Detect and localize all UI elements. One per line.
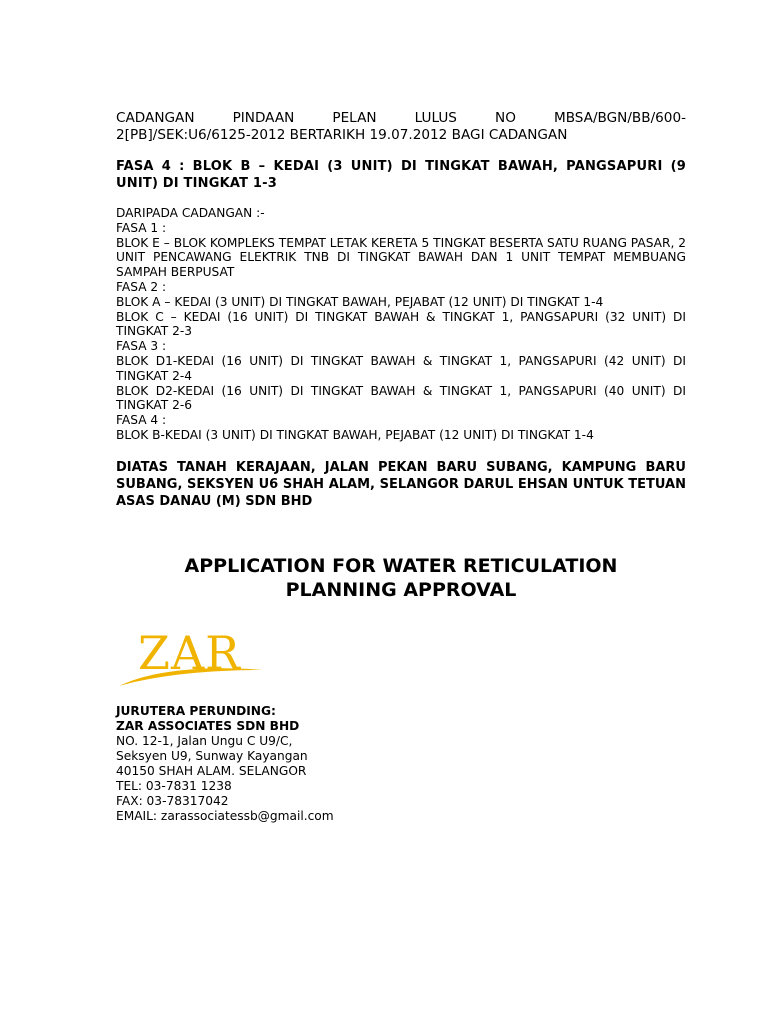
zar-logo bbox=[116, 628, 266, 692]
fasa-4-label: FASA 4 : bbox=[116, 413, 167, 428]
email: EMAIL: zarassociatessb@gmail.com bbox=[116, 809, 334, 823]
fasa-3-label: FASA 3 : bbox=[116, 339, 167, 354]
address-line-1: NO. 12-1, Jalan Ungu C U9/C, bbox=[116, 734, 293, 748]
fax: FAX: 03-78317042 bbox=[116, 794, 229, 808]
proposal-reference bbox=[116, 110, 686, 144]
consultant-company: ZAR ASSOCIATES SDN BHD bbox=[116, 719, 300, 733]
fasa-1-label: FASA 1 : bbox=[116, 220, 167, 235]
consultant-role: JURUTERA PERUNDING: bbox=[116, 704, 276, 718]
zar-logo-text: ZAR bbox=[138, 626, 241, 680]
address-line-2: Seksyen U9, Sunway Kayangan bbox=[116, 749, 308, 763]
logo-swoosh-icon bbox=[116, 664, 266, 690]
address-line-3: 40150 SHAH ALAM. SELANGOR bbox=[116, 764, 307, 778]
blok-b-description: BLOK B-KEDAI (3 UNIT) DI TINGKAT BAWAH, PEJABAT (12 UNIT) DI TINGKAT 1-4 bbox=[116, 427, 594, 442]
proposal-line-2: 2[PB]/SEK:U6/6125-2012 BERTARIKH 19.07.2012 BAGI CADANGAN bbox=[116, 127, 568, 143]
site-location: DIATAS TANAH KERAJAAN, JALAN PEKAN BARU SUBANG, KAMPUNG BARU SUBANG, SEKSYEN U6 SHAH ALAM, SELANGOR DARUL EHSAN UNTUK TETUAN ASAS DANAU (M) SDN BHD bbox=[116, 459, 686, 509]
telephone: TEL: 03-7831 1238 bbox=[116, 779, 232, 793]
fasa-4-title bbox=[116, 158, 686, 192]
blok-d1-description: BLOK D1-KEDAI (16 UNIT) DI TINGKAT BAWAH & TINGKAT 1, PANGSAPURI (42 UNIT) DI TINGKAT 2-4 bbox=[116, 353, 686, 383]
document-page bbox=[116, 110, 686, 602]
details-intro: DARIPADA CADANGAN :- bbox=[116, 206, 265, 220]
document-heading bbox=[116, 554, 686, 602]
blok-e-description: BLOK E – BLOK KOMPLEKS TEMPAT LETAK KERETA 5 TINGKAT BESERTA SATU RUANG PASAR, 2 UNIT PENCAWANG ELEKTRIK TNB DI TINGKAT BAWAH DAN 1 UNIT TEMPAT MEMBUANG SAMPAH BERPUSAT bbox=[116, 235, 686, 280]
proposal-line-1: CADANGAN PINDAAN PELAN LULUS NO MBSA/BGN/BB/600- bbox=[116, 110, 686, 126]
fasa-4-title-text: FASA 4 : BLOK B – KEDAI (3 UNIT) DI TINGKAT BAWAH, PANGSAPURI (9 UNIT) DI TINGKAT 1-3 bbox=[116, 159, 686, 191]
phase-details bbox=[116, 206, 686, 443]
fasa-2-label: FASA 2 : bbox=[116, 279, 167, 294]
heading-line-2: PLANNING APPROVAL bbox=[285, 578, 517, 601]
blok-c-description: BLOK C – KEDAI (16 UNIT) DI TINGKAT BAWAH & TINGKAT 1, PANGSAPURI (32 UNIT) DI TINGKAT 2-3 bbox=[116, 309, 686, 339]
heading-line-1: APPLICATION FOR WATER RETICULATION bbox=[184, 554, 618, 577]
consultant-details bbox=[116, 704, 516, 824]
blok-a-description: BLOK A – KEDAI (3 UNIT) DI TINGKAT BAWAH, PEJABAT (12 UNIT) DI TINGKAT 1-4 bbox=[116, 294, 604, 309]
blok-d2-description: BLOK D2-KEDAI (16 UNIT) DI TINGKAT BAWAH & TINGKAT 1, PANGSAPURI (40 UNIT) DI TINGKAT 2-6 bbox=[116, 383, 686, 413]
